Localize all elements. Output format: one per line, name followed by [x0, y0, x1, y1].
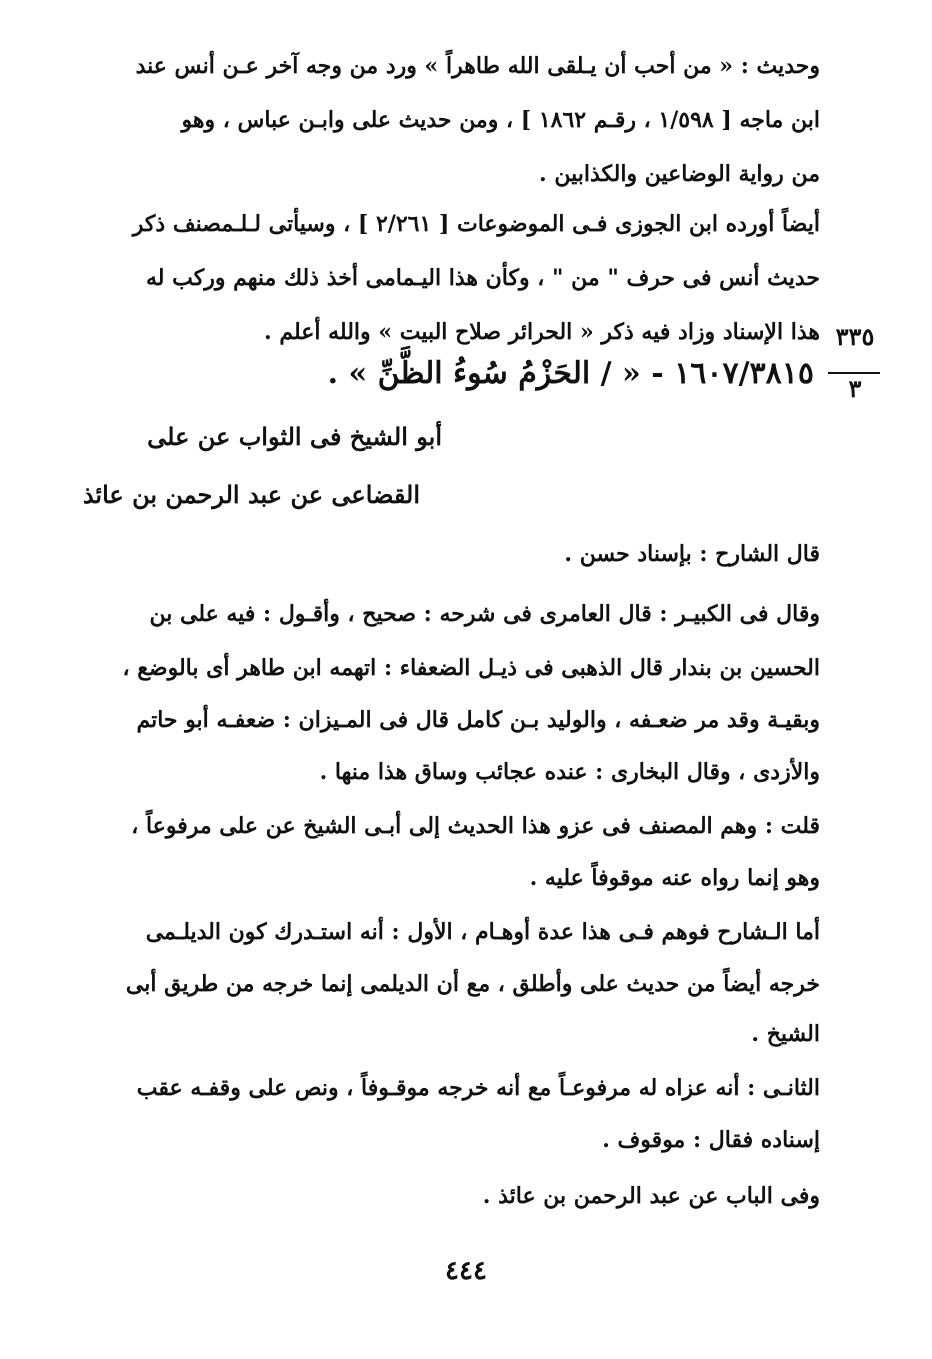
margin-reference-bottom: ٣ [848, 374, 862, 403]
text-line: وهو إنما رواه عنه موقوفاً عليه . [529, 865, 820, 891]
source-line: القضاعى عن عبد الرحمن بن عائذ [82, 480, 420, 509]
text-line: ابن ماجه [ ١/٥٩٨ ، رقـم ١٨٦٢ ] ، ومن حديث على وابـن عباس ، وهو [181, 107, 820, 133]
text-line: وحديث : « من أحب أن يـلقى الله طاهراً » ورد من وجه آخر عـن أنس عند [135, 53, 820, 79]
margin-reference-top: ٣٣٥ [835, 322, 875, 351]
page-number: ٤٤٤ [445, 1256, 487, 1286]
text-line: حديث أنس فى حرف " من " ، وكأن هذا اليـمامى أخذ ذلك منهم وركب له [146, 265, 820, 291]
text-line: هذا الإسناد وزاد فيه ذكر « الحرائر صلاح البيت » والله أعلم . [264, 319, 820, 345]
text-line: وقال فى الكبيـر : قال العامرى فى شرحه : صحيح ، وأقـول : فيه على بن [149, 601, 820, 627]
text-line: قال الشارح : بإسناد حسن . [564, 541, 820, 567]
text-line: من رواية الوضاعين والكذابين . [539, 161, 820, 187]
text-line: أما الـشارح فوهم فـى هذا عدة أوهـام ، الأول : أنه استـدرك كون الديلـمى [145, 919, 820, 945]
text-line: الحسين بن بندار قال الذهبى فى ذيـل الضعفاء : اتهمه ابن طاهر أى بالوضع ، [122, 655, 820, 681]
text-line: خرجه أيضاً من حديث على وأطلق ، مع أن الديلمى إنما خرجه من طريق أبى [125, 971, 820, 997]
text-line: والأزدى ، وقال البخارى : عنده عجائب وساق هذا منها . [319, 759, 820, 785]
text-line: أيضاً أورده ابن الجوزى فـى الموضوعات [ ٢/٢٦١ ] ، وسيأتى لـلـمصنف ذكر [132, 211, 820, 237]
text-line: قلت : وهم المصنف فى عزو هذا الحديث إلى أبـى الشيخ عن على مرفوعاً ، [131, 813, 820, 839]
text-line: إسناده فقال : موقوف . [602, 1127, 820, 1153]
text-line: وبقيـة وقد مر ضعـفه ، والوليد بـن كامل قال فى المـيزان : ضعفـه أبو حاتم [136, 707, 820, 733]
text-line: الثانـى : أنه عزاه له مرفوعـاً مع أنه خرجه موقـوفاً ، ونص على وقفـه عقب [136, 1075, 820, 1101]
hadith-entry-heading: ١٦٠٧/٣٨١٥ - « / الحَزْمُ سُوءُ الظَّنِّ » . [327, 356, 814, 391]
source-line: أبو الشيخ فى الثواب عن على [147, 422, 442, 451]
text-line: الشيخ . [751, 1021, 820, 1047]
text-line: وفى الباب عن عبد الرحمن بن عائذ . [482, 1183, 820, 1209]
